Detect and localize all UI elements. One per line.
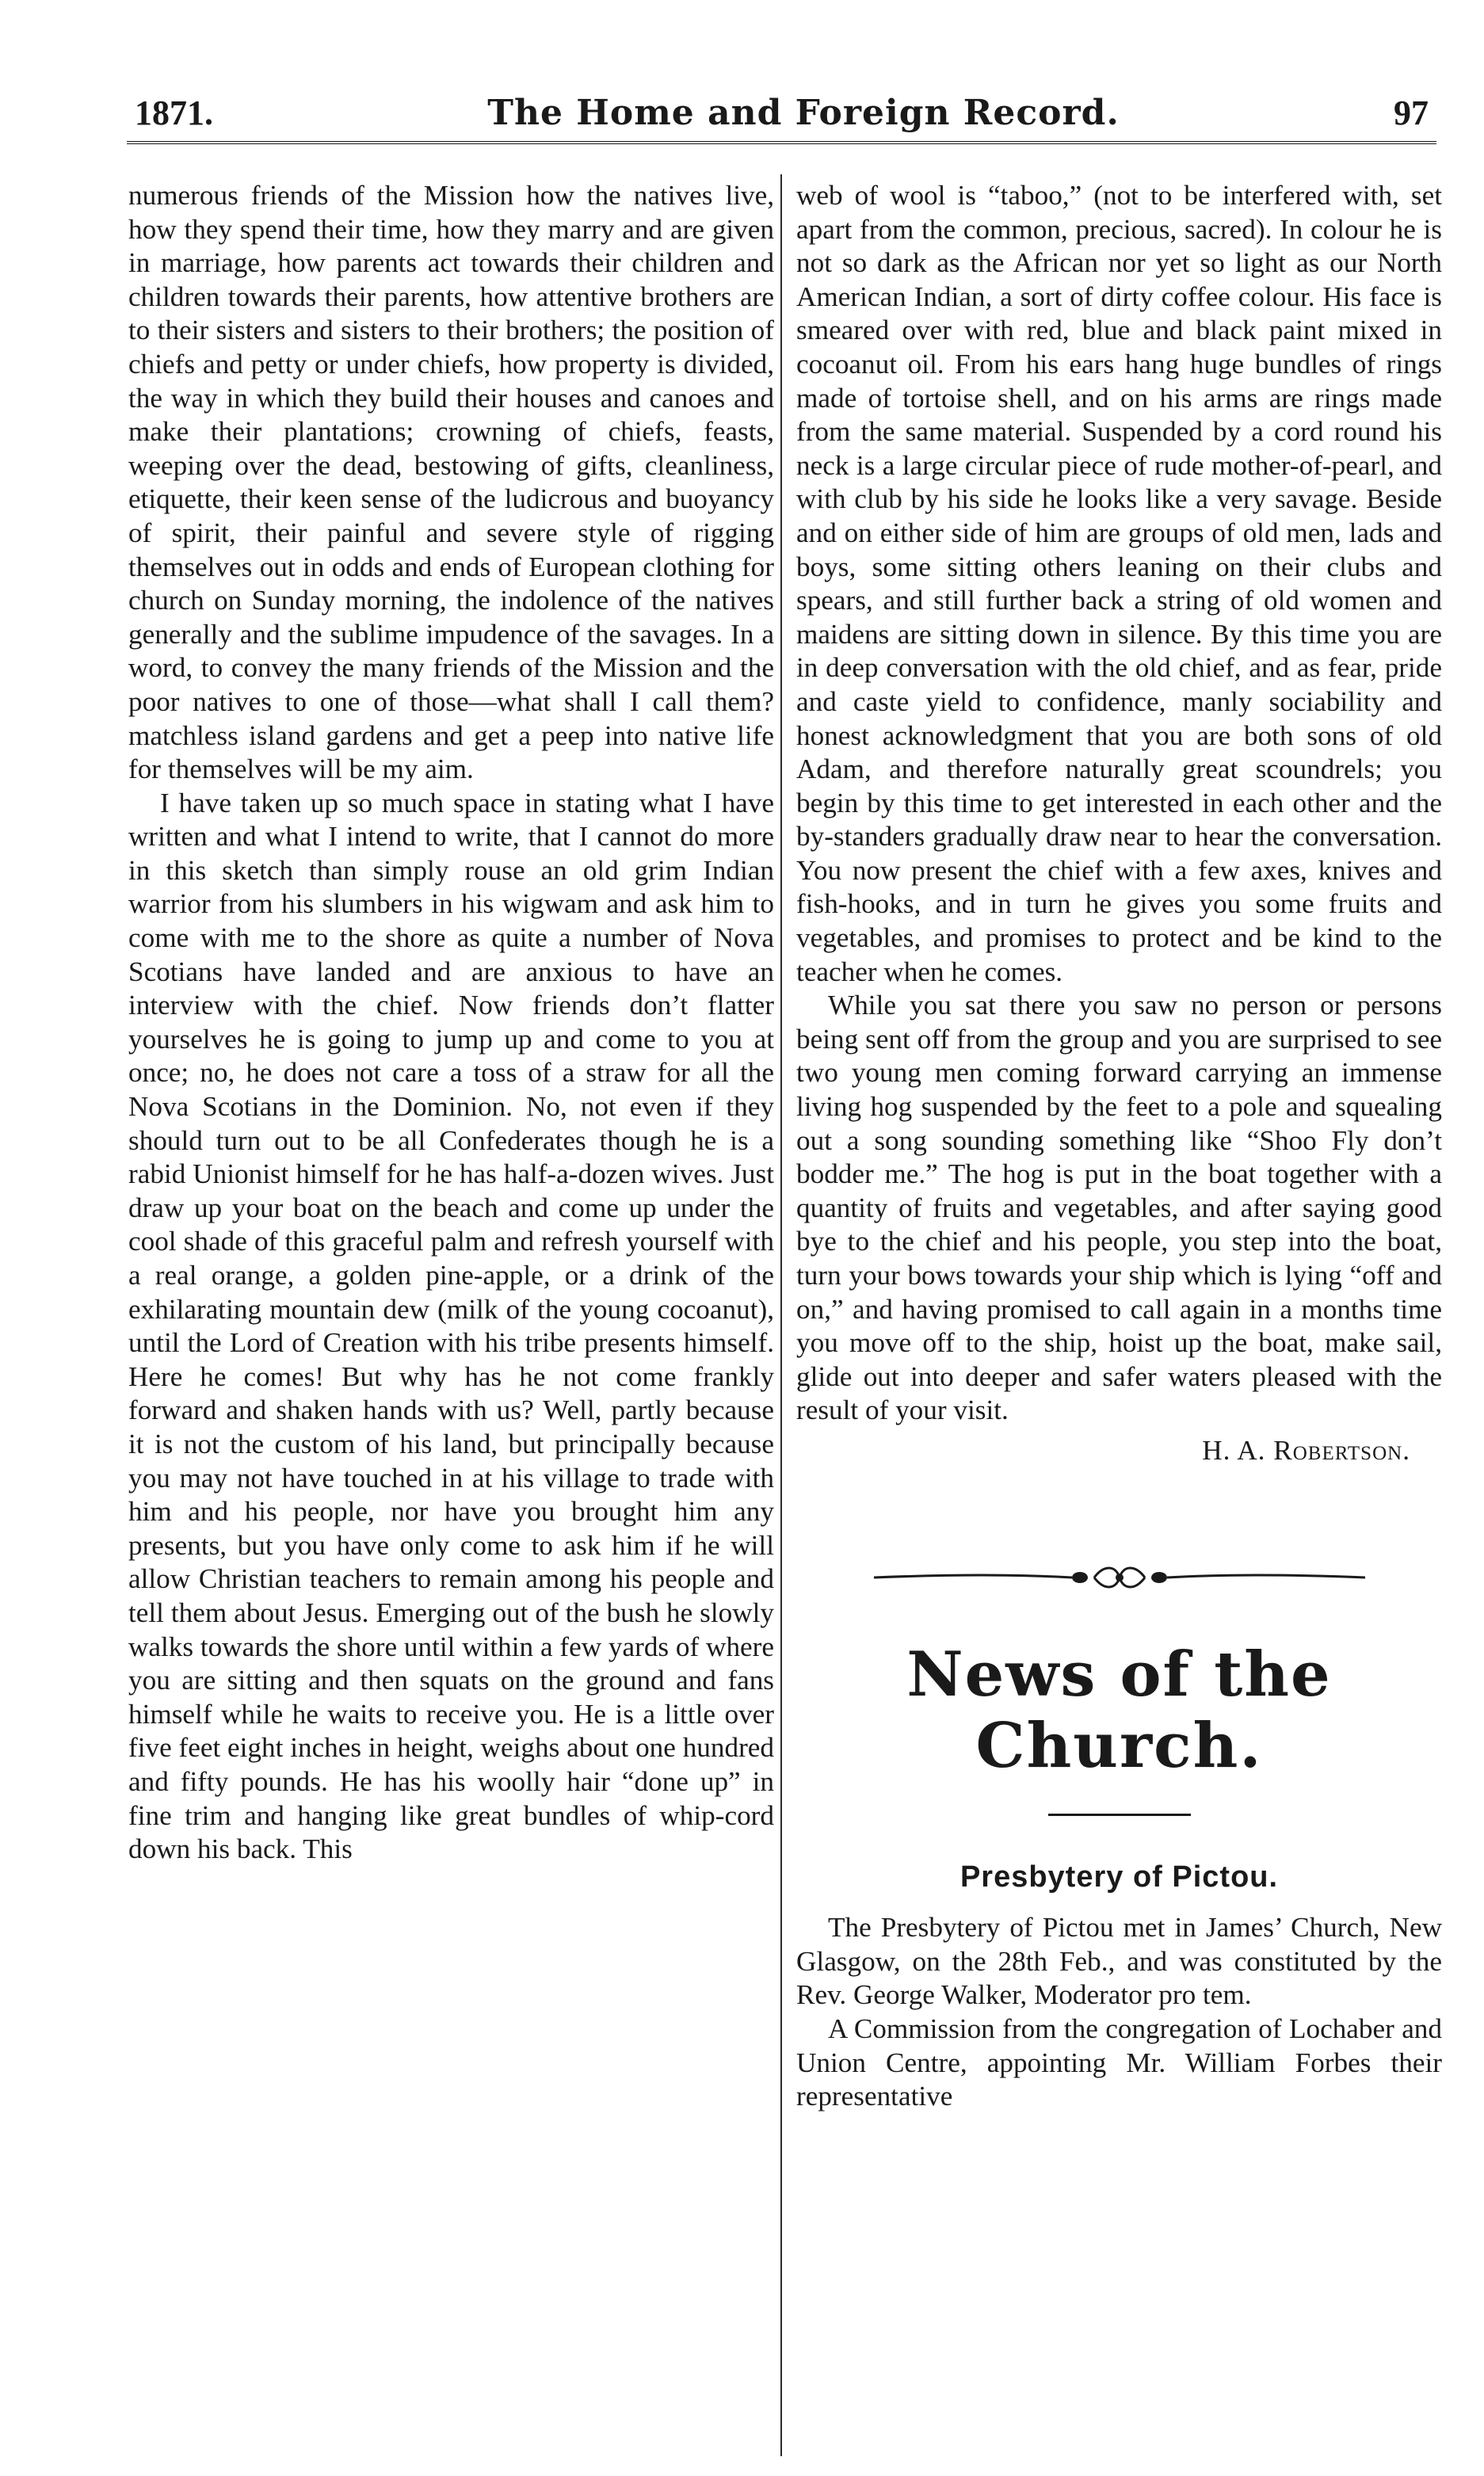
right-column [796, 179, 1442, 2114]
section-rule [1048, 1814, 1191, 1816]
ornament-divider-icon [842, 1562, 1397, 1593]
running-head [135, 89, 1429, 136]
header-rule [127, 141, 1436, 144]
left-paragraph: numerous friends of the Mission how the natives live, how they spend their time, how they marry and are given in marriage, how parents act towards their children and children towards their parents, how attentive brothers are to their sisters and sisters to their brothers; the position of chiefs and petty or under chiefs, how property is divided, the way in which they build their houses and canoes and make their plantations; crowning of chiefs, feasts, weeping over the dead, bestowing of gifts, cleanliness, etiquette, their keen sense of the ludicrous and buoyancy of spirit, their painful and severe style of rigging themselves out in odds and ends of European clothing for church on Sunday morning, the indolence of the natives generally and the sublime impudence of the savages. In a word, to convey the many friends of the Mission and the poor natives to one of those—what shall I call them? matchless island gardens and get a peep into native life for themselves will be my aim. [128, 180, 774, 785]
news-paragraph: The Presbytery of Pictou met in James’ Church, New Glasgow, on the 28th Feb., and was constituted by the Rev. George Walker, Moderator pro tem. [796, 1912, 1442, 2011]
column-divider [780, 174, 782, 2456]
right-paragraph: While you sat there you saw no person or persons being sent off from the group and you are surprised to see two young men coming forward carrying an immense living hog suspended by the feet to a pole and squealing out a song sounding something like “Shoo Fly don’t bodder me.” The hog is put in the boat together with a quantity of fruits and vegetables, and after saying good bye to the chief and his people, you step into the boat, turn your bows towards your ship which is lying “off and on,” and having promised to call again in a months time you move off to the ship, hoist up the boat, make sail, glide out into deeper and safer waters pleased with the result of your visit. [796, 990, 1442, 1426]
news-paragraph: A Commission from the congregation of Lochaber and Union Centre, appointing Mr. William Forbes their representative [796, 2012, 1442, 2112]
right-paragraph: web of wool is “taboo,” (not to be interfered with, set apart from the common, precious, sacred). In colour he is not so dark as the African nor yet so light as our North American Indian, a sort of dirty coffee colour. His face is smeared over with red, blue and black paint mixed in cocoanut oil. From his ears hang huge bundles of rings made of tortoise shell, and on his arms are rings made from the same material. Suspended by a cord round his neck is a large circular piece of rude mother-of-pearl, and with club by his side he looks like a very savage. Beside and on either side of him are groups of old men, lads and boys, some sitting others leaning on their clubs and spears, and still further back a string of old women and maidens are sitting down in silence. By this time you are in deep conversation with the old chief, and as fear, pride and caste yield to confidence, manly sociability and honest acknowledgment that you are both sons of old Adam, and therefore naturally great scoundrels; you begin by this time to get interested in each other and the by-standers gradually draw near to hear the conversation. You now present the chief with a few axes, knives and fish-hooks, and in turn he gives you some fruits and vegetables, and promises to protect and be kind to the teacher when he comes. [796, 180, 1442, 987]
author-signature: H. A. Robertson. [1202, 1434, 1410, 1466]
section-title: News of the Church. [906, 1638, 1332, 1782]
left-column [128, 179, 774, 1867]
sub-title: Presbytery of Pictou. [959, 1860, 1279, 1894]
header-year: 1871. [135, 93, 213, 132]
header-page-number: 97 [1394, 93, 1429, 132]
left-paragraph: I have taken up so much space in stating what I have written and what I intend to write, that I cannot do more in this sketch than simply rouse an old grim Indian warrior from his slumbers in his wigwam and ask him to come with me to the shore as quite a number of Nova Scotians have landed and are anxious to have an interview with the chief. Now friends don’t flatter yourselves he is going to jump up and come to you at once; no, he does not care a toss of a straw for all the Nova Scotians in the Dominion. No, not even if they should turn out to be all Confederates though he is a rabid Unionist himself for he has half-a-dozen wives. Just draw up your boat on the beach and come up under the cool shade of this graceful palm and refresh yourself with a real orange, a golden pine-apple, or a drink of the exhilarating mountain dew (milk of the young cocoanut), until the Lord of Creation with his tribe presents himself. Here he comes! But why has he not come frankly forward and shaken hands with us? Well, partly because it is not the custom of his land, but principally because you may not have touched in at his village to trade with him and his people, nor have you brought him any presents, but you have only come to ask him if he will allow Christian teachers to remain among his people and tell them about Jesus. Emerging out of the bush he slowly walks towards the shore until within a few yards of where you are sitting and then squats on the ground and fans himself while he waits to receive you. He is a little over five feet eight inches in height, weighs about one hundred and fifty pounds. He has his woolly hair “done up” in fine trim and hanging like great bundles of whip-cord down his back. This [128, 787, 774, 1865]
header-title: The Home and Foreign Record. [487, 92, 1120, 133]
